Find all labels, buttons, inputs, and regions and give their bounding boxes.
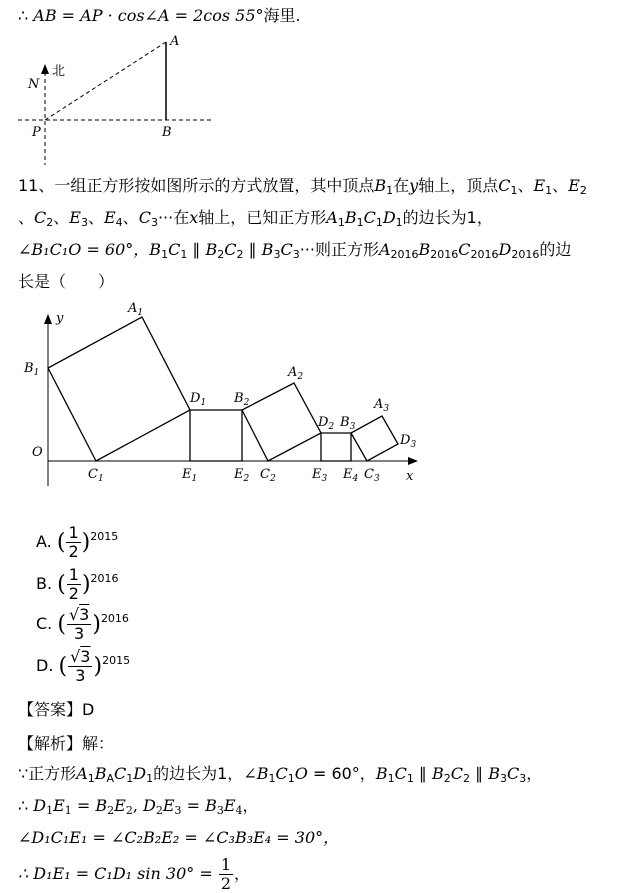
rect-1: [190, 410, 242, 461]
analysis-line-2: ∴ $D_1E_1 = B_2E_2$, $D_2E_3 = B_3E_4$，: [18, 796, 259, 817]
label-b1: $B_1$: [24, 361, 40, 378]
option-a[interactable]: A. ( $\frac{1}{2}$ )$^{2015}$: [36, 523, 119, 561]
label-c2: $C_2$: [260, 467, 276, 484]
analysis-line-3: ∠D₁C₁E₁ = ∠C₂B₂E₂ = ∠C₃B₃E₄ = 30°，: [18, 828, 340, 847]
pa-dashed-line: [45, 42, 166, 120]
label-a3: $A_3$: [374, 397, 390, 414]
square-3: [351, 416, 398, 461]
label-e1: $E_1$: [182, 467, 198, 484]
analysis-line-1: ∵正方形$A_1B_AC_1D_1$的边长为1，$\angle B_1C_1O = 60^\circ$，$B_1C_1$ ∥ $B_2C_2$ ∥ $B_3C_3$，: [18, 764, 543, 785]
label-d2: $D_2$: [318, 415, 335, 432]
rect-2: [321, 433, 351, 461]
label-y: y: [56, 311, 64, 326]
option-d[interactable]: D. ( $\frac{√3}{3}$ )$^{2015}$: [36, 647, 131, 685]
figure-squares-diagram: [20, 300, 430, 500]
square-1: [48, 317, 190, 461]
label-a2: $A_2$: [288, 365, 304, 382]
answer-line: 【答案】D: [18, 700, 95, 719]
north-arrow-icon: [41, 64, 49, 74]
label-x: x: [406, 469, 414, 484]
label-b: B: [162, 125, 172, 140]
label-a: A: [170, 34, 180, 49]
conclusion-unit: 海里.: [263, 6, 301, 25]
question-line-2: 、$C_2$、$E_3$、$E_4$、$C_3\cdot\cdot\cdot$在x轴上，已知正方形$A_1B_1C_1D_1$的边长为1，: [18, 208, 493, 229]
label-b3: $B_3$: [340, 415, 356, 432]
label-c1: $C_1$: [88, 467, 104, 484]
y-axis-arrow-icon: [44, 314, 52, 324]
conclusion-formula: AB = AP · cos∠A = 2cos 55°: [33, 6, 264, 25]
label-a1: $A_1$: [128, 301, 144, 318]
option-c[interactable]: C. ( $\frac{√3}{3}$ )$^{2016}$: [36, 605, 129, 643]
label-e3: $E_3$: [312, 467, 328, 484]
label-d1: $D_1$: [190, 391, 207, 408]
analysis-header: 【解析】解：: [18, 734, 115, 753]
label-p: P: [32, 125, 41, 140]
question-line-1: 11、一组正方形按如图所示的方式放置，其中顶点$B_1$在y轴上，顶点$C_1$、$E_1$、$E_2$: [18, 176, 587, 197]
option-b[interactable]: B. ( $\frac{1}{2}$ )$^{2016}$: [36, 565, 119, 603]
label-o: O: [32, 445, 43, 460]
label-e4: $E_4$: [343, 467, 359, 484]
x-axis-arrow-icon: [408, 457, 418, 465]
label-e2: $E_2$: [234, 467, 250, 484]
question-line-4: 长是（ ）: [18, 272, 115, 291]
label-d3: $D_3$: [400, 433, 417, 450]
square-2: [242, 383, 321, 461]
figure-direction-diagram: [14, 30, 234, 170]
label-b2: $B_2$: [234, 391, 250, 408]
label-n: N: [28, 77, 40, 92]
label-north: 北: [52, 64, 66, 79]
question-line-3: ∠B₁C₁O = 60°，$B_1C_1$ ∥ $B_2C_2$ ∥ $B_3C_3\cdot\cdot\cdot$则正方形$A_{2016}B_{2016}C_{2016}D_{2016}$的边: [18, 240, 572, 261]
therefore-symbol: ∴: [18, 6, 34, 25]
label-c3: $C_3$: [364, 467, 380, 484]
analysis-line-4: ∴ D₁E₁ = C₁D₁ sin 30° = $\frac{1}{2}$ ，: [18, 855, 251, 893]
conclusion-line: [18, 6, 301, 26]
